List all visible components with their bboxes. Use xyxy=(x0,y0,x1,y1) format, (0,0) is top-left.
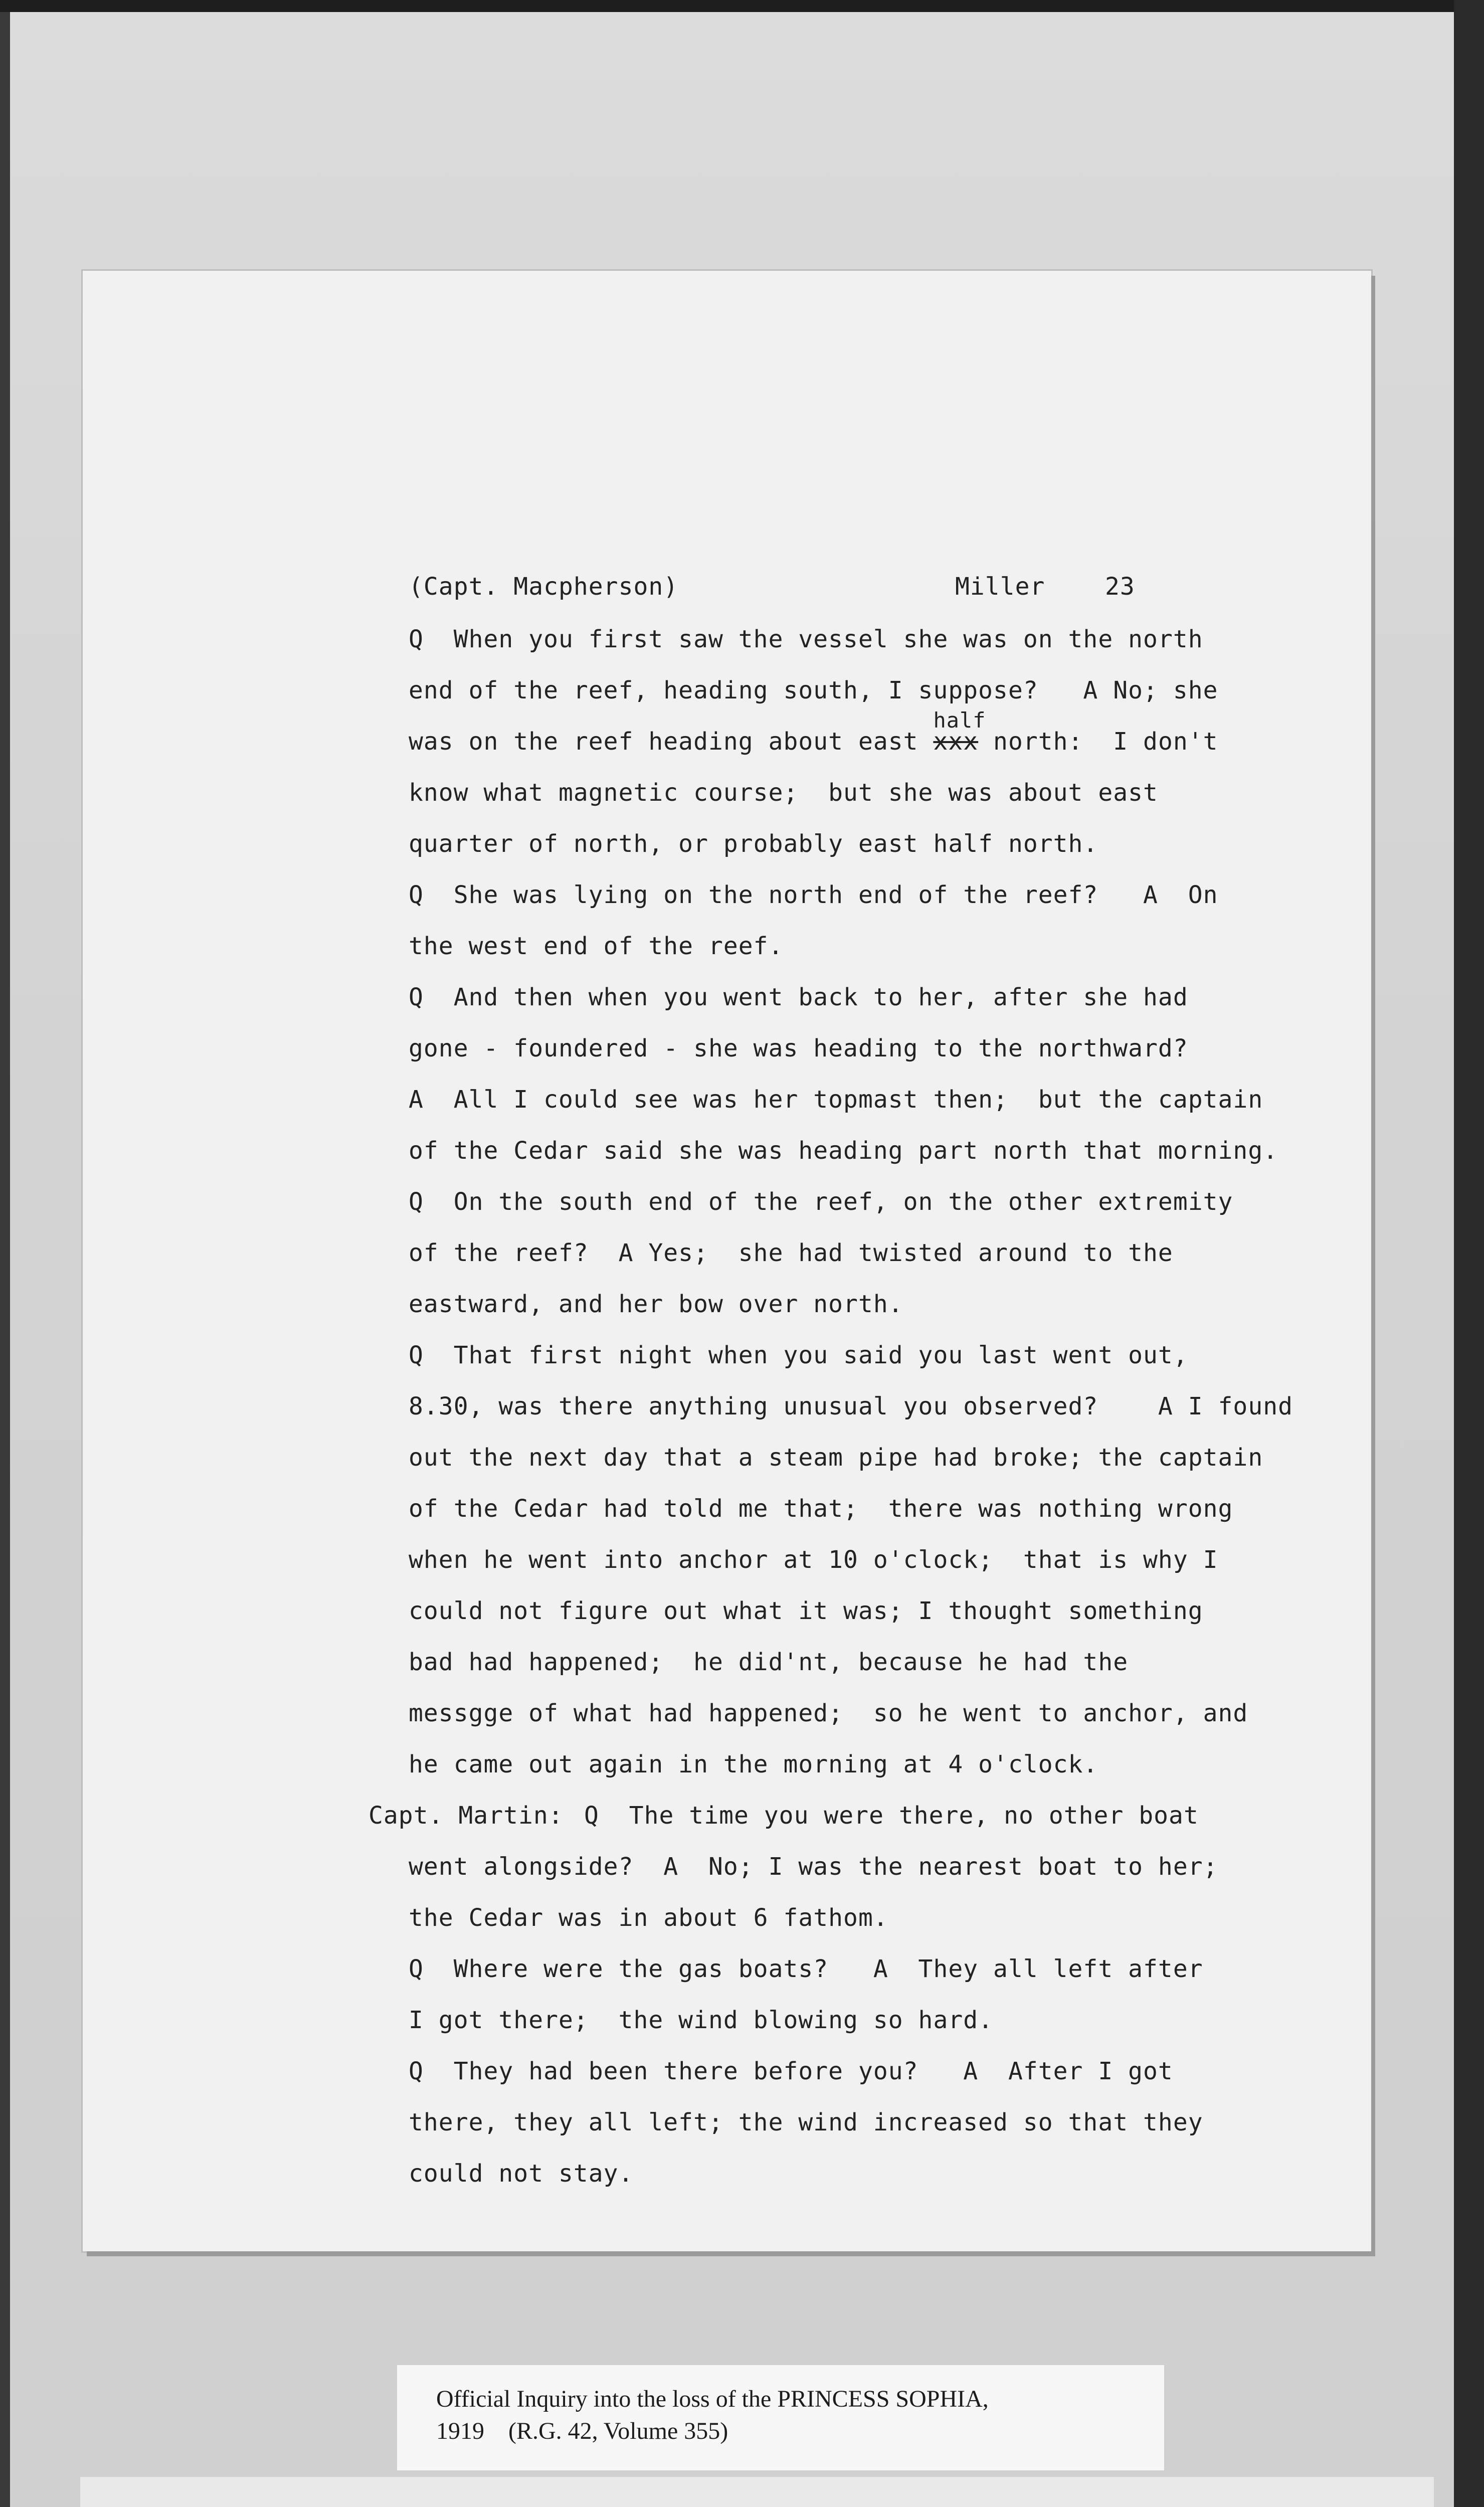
line-text: was on the reef heading about east xyxy=(409,728,934,756)
transcript-line: the west end of the reef. xyxy=(409,932,784,960)
transcript-line: went alongside? A No; I was the nearest boat to her; xyxy=(409,1853,1218,1881)
transcript-line: messgge of what had happened; so he went to anchor, and xyxy=(409,1699,1248,1727)
transcript-line: Q On the south end of the reef, on the other extremity xyxy=(409,1188,1233,1216)
struck-word: xxx xyxy=(933,728,979,756)
transcript-line: Q The time you were there, no other boat xyxy=(584,1802,1199,1830)
inserted-word: half xyxy=(933,708,986,733)
transcript-line: when he went into anchor at 10 o'clock; that is why I xyxy=(409,1546,1218,1574)
transcript-line: gone - foundered - she was heading to the northward? xyxy=(409,1034,1188,1062)
transcript-line: eastward, and her bow over north. xyxy=(409,1290,903,1318)
transcript-line: there, they all left; the wind increased so that they xyxy=(409,2108,1203,2136)
line-text: north: I don't xyxy=(978,728,1218,756)
transcript-line: Q And then when you went back to her, after she had xyxy=(409,983,1188,1011)
transcript-line: Q They had been there before you? A After I got xyxy=(409,2057,1173,2085)
correction xyxy=(933,708,986,756)
page-number: Miller 23 xyxy=(955,573,1135,601)
transcript-line: of the Cedar had told me that; there was nothing wrong xyxy=(409,1495,1233,1523)
collection-label-line2: 1919 (R.G. 42, Volume 355) xyxy=(436,2418,728,2444)
transcript-line: Q That first night when you said you last went out, xyxy=(409,1341,1188,1369)
transcript-line: of the Cedar said she was heading part north that morning. xyxy=(409,1137,1278,1165)
transcript-line: end of the reef, heading south, I suppose? A No; she xyxy=(409,676,1218,704)
transcript-line: Q She was lying on the north end of the reef? A On xyxy=(409,881,1218,909)
transcript-line: know what magnetic course; but she was about east xyxy=(409,779,1158,807)
transcript-line: Q When you first saw the vessel she was on the north xyxy=(409,625,1203,653)
transcript-line: could not figure out what it was; I thought something xyxy=(409,1597,1203,1625)
transcript-line: bad had happened; he did'nt, because he had the xyxy=(409,1648,1129,1676)
film-edge-right xyxy=(1454,0,1484,2507)
typed-transcript-page xyxy=(83,271,1371,2251)
speaker-label: Capt. Martin: xyxy=(368,1802,564,1830)
transcript-line: Q Where were the gas boats? A They all left after xyxy=(409,1955,1203,1983)
transcript-line: 8.30, was there anything unusual you observed? A I found xyxy=(409,1392,1293,1420)
transcript-line-corrected xyxy=(409,708,1218,757)
transcript-line: the Cedar was in about 6 fathom. xyxy=(409,1904,888,1932)
examiner-header: (Capt. Macpherson) xyxy=(409,573,679,601)
transcript-line: he came out again in the morning at 4 o'clock. xyxy=(409,1750,1098,1778)
transcript-line: out the next day that a steam pipe had broke; the captain xyxy=(409,1444,1263,1472)
transcript-body xyxy=(83,271,1371,2251)
transcript-line: I got there; the wind blowing so hard. xyxy=(409,2006,994,2034)
collection-label xyxy=(396,2364,1165,2471)
transcript-line: of the reef? A Yes; she had twisted around to the xyxy=(409,1239,1173,1267)
transcript-line: could not stay. xyxy=(409,2160,634,2188)
transcript-line: quarter of north, or probably east half north. xyxy=(409,830,1098,858)
film-edge-top xyxy=(0,0,1484,12)
collection-label-line1: Official Inquiry into the loss of the PRINCESS SOPHIA, xyxy=(436,2386,989,2412)
transcript-line: A All I could see was her topmast then; but the captain xyxy=(409,1086,1263,1114)
archives-stamp xyxy=(80,2477,1434,2507)
